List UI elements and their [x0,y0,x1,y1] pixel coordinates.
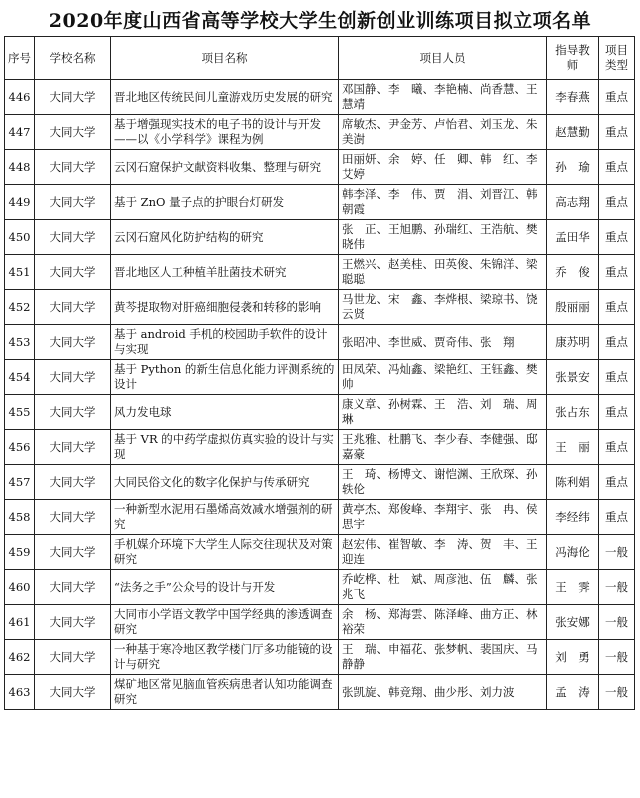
cell-advisor: 王 丽 [547,430,599,465]
cell-advisor: 孟 涛 [547,675,599,710]
cell-members: 康义章、孙树霖、王 浩、刘 瑞、周 琳 [339,395,547,430]
cell-project: 一种新型水泥用石墨烯高效减水增强剂的研究 [111,500,339,535]
table-row [5,430,635,465]
cell-school: 大同大学 [35,255,111,290]
cell-advisor: 张占东 [547,395,599,430]
cell-school: 大同大学 [35,325,111,360]
table-row [5,675,635,710]
cell-school: 大同大学 [35,220,111,255]
cell-type: 一般 [599,570,635,605]
cell-members: 张凯旋、韩竞翔、曲少彤、刘力波 [339,675,547,710]
cell-type: 重点 [599,430,635,465]
cell-advisor: 高志翔 [547,185,599,220]
cell-advisor: 乔 俊 [547,255,599,290]
cell-school: 大同大学 [35,150,111,185]
table-row [5,150,635,185]
cell-members: 余 杨、郑海雲、陈泽峰、曲方正、林裕荣 [339,605,547,640]
cell-project: 基于 Python 的新生信息化能力评测系统的设计 [111,360,339,395]
table-row [5,80,635,115]
cell-members: 邓国静、李 曦、李艳楠、尚香慧、王慧靖 [339,80,547,115]
cell-type: 重点 [599,80,635,115]
table-row [5,325,635,360]
header-no: 序号 [5,37,35,80]
cell-school: 大同大学 [35,605,111,640]
cell-school: 大同大学 [35,500,111,535]
cell-no: 449 [5,185,35,220]
cell-no: 453 [5,325,35,360]
header-type: 项目类型 [599,37,635,80]
cell-type: 重点 [599,255,635,290]
cell-type: 重点 [599,150,635,185]
cell-project: 云冈石窟保护文献资料收集、整理与研究 [111,150,339,185]
cell-members: 韩李泽、李 伟、贾 涓、刘晋江、韩朝霞 [339,185,547,220]
cell-project: 风力发电球 [111,395,339,430]
header-advisor: 指导教师 [547,37,599,80]
cell-advisor: 冯海伦 [547,535,599,570]
cell-no: 455 [5,395,35,430]
cell-project: 黄芩提取物对肝癌细胞侵袭和转移的影响 [111,290,339,325]
cell-school: 大同大学 [35,430,111,465]
cell-type: 重点 [599,500,635,535]
cell-no: 448 [5,150,35,185]
document-title: 2020年度山西省高等学校大学生创新创业训练项目拟立项名单 [48,10,592,32]
cell-project: 晋北地区传统民间儿童游戏历史发展的研究 [111,80,339,115]
cell-no: 447 [5,115,35,150]
cell-members: 王 琦、杨博文、谢恺渊、王欣琛、孙轶伦 [339,465,547,500]
cell-no: 457 [5,465,35,500]
cell-no: 446 [5,80,35,115]
cell-advisor: 张安娜 [547,605,599,640]
table-row [5,465,635,500]
cell-type: 重点 [599,360,635,395]
cell-no: 454 [5,360,35,395]
cell-no: 452 [5,290,35,325]
cell-project: 手机媒介环境下大学生人际交往现状及对策研究 [111,535,339,570]
cell-no: 450 [5,220,35,255]
cell-type: 一般 [599,535,635,570]
cell-advisor: 孙 瑜 [547,150,599,185]
cell-project: 煤矿地区常见脑血管疾病患者认知功能调查研究 [111,675,339,710]
project-table [4,36,635,710]
cell-project: 晋北地区人工种植羊肚菌技术研究 [111,255,339,290]
cell-advisor: 孟田华 [547,220,599,255]
cell-members: 王 瑞、申福花、张梦帆、裴国庆、马静静 [339,640,547,675]
cell-type: 重点 [599,465,635,500]
cell-members: 赵宏伟、崔智敏、李 涛、贺 丰、王迎连 [339,535,547,570]
cell-type: 重点 [599,185,635,220]
cell-school: 大同大学 [35,80,111,115]
cell-school: 大同大学 [35,465,111,500]
cell-project: 云冈石窟风化防护结构的研究 [111,220,339,255]
cell-advisor: 李经纬 [547,500,599,535]
cell-advisor: 赵慧勤 [547,115,599,150]
cell-project: 一种基于寒冷地区教学楼门厅多功能镜的设计与研究 [111,640,339,675]
table-row [5,255,635,290]
cell-school: 大同大学 [35,290,111,325]
cell-advisor: 张景安 [547,360,599,395]
cell-project: 大同市小学语文教学中国学经典的渗透调查研究 [111,605,339,640]
cell-no: 451 [5,255,35,290]
cell-no: 463 [5,675,35,710]
cell-school: 大同大学 [35,570,111,605]
cell-school: 大同大学 [35,535,111,570]
table-header-row [5,37,635,80]
header-school: 学校名称 [35,37,111,80]
cell-type: 一般 [599,605,635,640]
cell-project: “法务之手”公众号的设计与开发 [111,570,339,605]
cell-type: 重点 [599,290,635,325]
cell-advisor: 陈利娟 [547,465,599,500]
cell-members: 张 正、王旭鹏、孙瑞红、王浩航、樊晓伟 [339,220,547,255]
cell-no: 459 [5,535,35,570]
cell-project: 大同民俗文化的数字化保护与传承研究 [111,465,339,500]
cell-members: 田丽妍、余 婷、任 卿、韩 红、李艾婷 [339,150,547,185]
cell-members: 张昭冲、李世威、贾奇伟、张 翔 [339,325,547,360]
cell-type: 一般 [599,640,635,675]
cell-advisor: 李春燕 [547,80,599,115]
cell-no: 458 [5,500,35,535]
cell-type: 重点 [599,395,635,430]
table-row [5,500,635,535]
cell-no: 456 [5,430,35,465]
cell-members: 王兆雅、杜鹏飞、李少春、李健强、邸嘉豪 [339,430,547,465]
cell-school: 大同大学 [35,640,111,675]
cell-members: 黄亭杰、郑俊峰、李翔宇、张 冉、侯思宇 [339,500,547,535]
table-row [5,360,635,395]
cell-advisor: 刘 勇 [547,640,599,675]
cell-project: 基于增强现实技术的电子书的设计与开发——以《小学科学》课程为例 [111,115,339,150]
cell-school: 大同大学 [35,115,111,150]
header-project: 项目名称 [111,37,339,80]
table-row [5,640,635,675]
cell-advisor: 王 霁 [547,570,599,605]
table-row [5,570,635,605]
table-row [5,220,635,255]
cell-school: 大同大学 [35,185,111,220]
cell-members: 乔屹桦、杜 斌、周彦池、伍 麟、张兆飞 [339,570,547,605]
cell-project: 基于 VR 的中药学虚拟仿真实验的设计与实现 [111,430,339,465]
cell-project: 基于 android 手机的校园助手软件的设计与实现 [111,325,339,360]
table-row [5,185,635,220]
cell-advisor: 殷丽丽 [547,290,599,325]
cell-type: 重点 [599,115,635,150]
cell-advisor: 康苏明 [547,325,599,360]
cell-members: 王燃兴、赵美桂、田英俊、朱锦洋、梁聪聪 [339,255,547,290]
cell-school: 大同大学 [35,395,111,430]
cell-no: 461 [5,605,35,640]
cell-no: 462 [5,640,35,675]
table-row [5,115,635,150]
cell-type: 重点 [599,220,635,255]
table-row [5,605,635,640]
cell-members: 席敏杰、尹金芳、卢怡君、刘玉龙、朱美澍 [339,115,547,150]
cell-no: 460 [5,570,35,605]
cell-members: 田凤荣、冯灿鑫、梁艳红、王钰鑫、樊 帅 [339,360,547,395]
cell-school: 大同大学 [35,360,111,395]
table-row [5,395,635,430]
cell-type: 一般 [599,675,635,710]
cell-project: 基于 ZnO 量子点的护眼台灯研发 [111,185,339,220]
table-row [5,535,635,570]
table-body [5,80,635,710]
cell-type: 重点 [599,325,635,360]
table-row [5,290,635,325]
header-members: 项目人员 [339,37,547,80]
cell-members: 马世龙、宋 鑫、李烨根、梁琼书、饶云贤 [339,290,547,325]
cell-school: 大同大学 [35,675,111,710]
